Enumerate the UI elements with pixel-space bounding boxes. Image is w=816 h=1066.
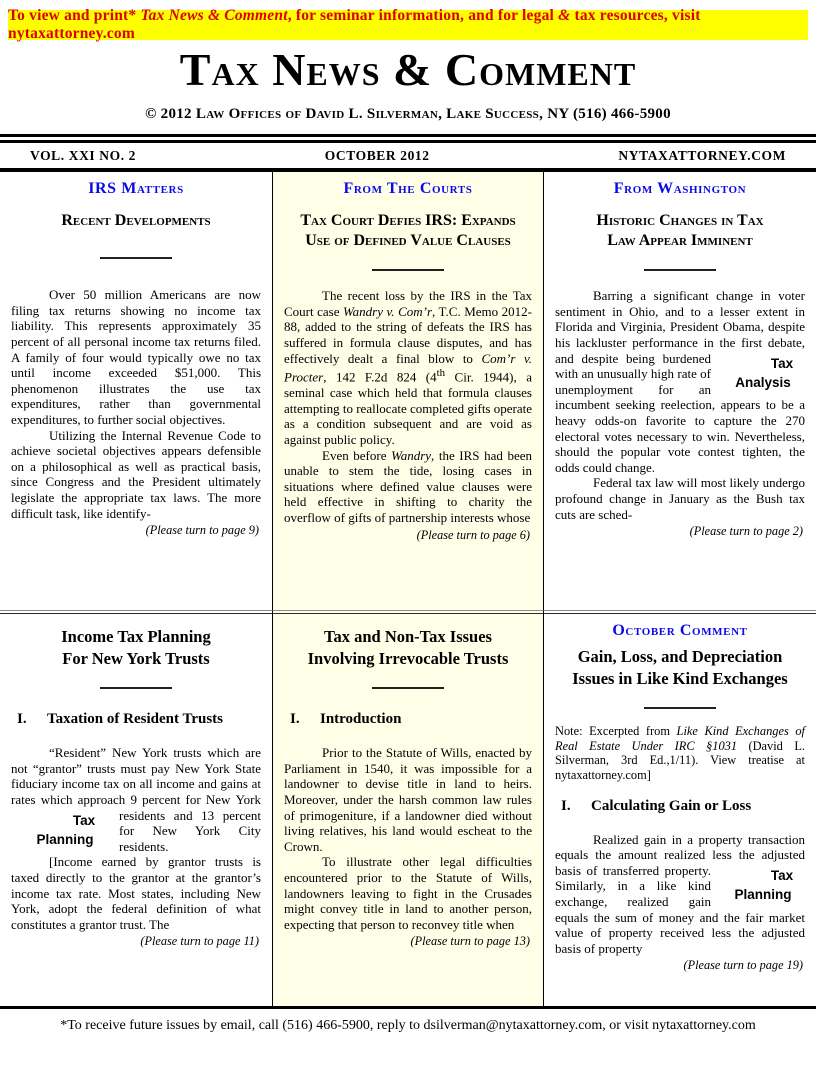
article-paragraph: Over 50 million Americans are now filing tax returns showing no income tax liability. This represents approximately 35 percent of all personal income tax returns filed. A family of four would typically owe no tax until income exceeded $51,000. This phenomenon illustrates the use tax expenditures, rather than governmental expenditures, to further social objectives. bbox=[11, 287, 261, 428]
paragraph-text: Realized gain in a property transaction equals the amount realized less the adjusted bbox=[555, 831, 805, 863]
section-heading bbox=[17, 711, 261, 728]
article-paragraph: [Income earned by grantor trusts is taxed directly to the grantor at the grantor’s income tax rate. Most states, including New York, adopt the federal definition of what constitutes a grantor trust. The bbox=[11, 854, 261, 932]
top-banner bbox=[8, 7, 808, 42]
footer-rule bbox=[0, 1006, 816, 1009]
article-headline: Gain, Loss, and Depreciation Issues in Like Kind Exchanges bbox=[572, 647, 788, 688]
excerpt-note: Note: Excerpted from Like Kind Exchanges of Real Estate Under IRC §1031 (David L. Silverman, 3rd Ed.,1/11). View treatise at nytaxattorney.com] bbox=[555, 724, 805, 782]
article-paragraph bbox=[555, 832, 805, 957]
headline-divider bbox=[100, 687, 172, 689]
headline-divider bbox=[372, 687, 444, 689]
paragraph-text: “Resident” New York trusts which are not “grantor” trusts must pay New York State fiduciary income tax on all income and gains at rates which approach 9 percent for New bbox=[11, 745, 261, 807]
section-kicker-from-the-courts: From The Courts bbox=[343, 180, 473, 198]
article-headline: Tax Court Defies IRS: Expands Use of Defined Value Clauses bbox=[300, 212, 516, 250]
section-heading bbox=[290, 711, 532, 728]
article-irs-matters bbox=[0, 172, 272, 610]
tax-planning-pull-label: Tax Planning bbox=[734, 867, 794, 902]
article-headline: Income Tax Planning For New York Trusts bbox=[61, 627, 211, 668]
copyright-line: © 2012 Law Offices of David L. Silverman, Lake Success, NY (516) 466-5900 bbox=[145, 106, 671, 123]
section-title: Calculating Gain or Loss bbox=[591, 797, 752, 814]
section-title: Taxation of Resident Trusts bbox=[47, 711, 224, 728]
article-body bbox=[555, 832, 805, 974]
issue-date: OCTOBER 2012 bbox=[324, 147, 430, 163]
article-body bbox=[284, 288, 532, 542]
article-paragraph: To illustrate other legal difficulties encountered prior to the Statute of Wills, landowners leaving to fight in the Crusades might convey title in land to another person, expecting that person to reconvey title when bbox=[284, 854, 532, 932]
section-kicker-october-comment: October Comment bbox=[612, 622, 748, 640]
paragraph-text: York residents and 13 percent for New York City residents. bbox=[119, 791, 262, 854]
article-paragraph: The recent loss by the IRS in the Tax Court case Wandry v. Com’r, T.C. Memo 2012-88, added to the string of defeats the IRS has suffered in formula clause disputes, and has effectively dealt a final blow to Com’r v. Procter, 142 F.2d 824 (4th Cir. 1944), a seminal case which held that formula clauses attempting to reallocate completed gifts operate as a condition subsequent and are void as against public policy. bbox=[284, 288, 532, 447]
section-number: I. bbox=[17, 711, 27, 728]
continuation-note: (Please turn to page 13) bbox=[410, 934, 530, 949]
article-body bbox=[284, 745, 532, 949]
continuation-note: (Please turn to page 9) bbox=[145, 523, 259, 538]
banner-text: To view and print* Tax News & Comment, for seminar information, and for legal & tax resources, visit nytaxattorney.com bbox=[8, 7, 701, 42]
section-title: Introduction bbox=[320, 711, 402, 728]
article-from-the-courts bbox=[272, 172, 544, 610]
footer-subscription-line: *To receive future issues by email, call (516) 466-5900, reply to dsilverman@nytaxattorney.com, or visit nytaxattorney.com bbox=[60, 1018, 756, 1034]
website-text: NYTAXATTORNEY.COM bbox=[618, 147, 786, 163]
article-body bbox=[11, 745, 261, 949]
paragraph-text: basis of transferred property. Similarly, in a like kind exchange, realized gain equals the sum of money and the fair market value of property received less the adjusted basis of property bbox=[555, 862, 805, 956]
section-kicker-irs-matters: IRS Matters bbox=[88, 180, 184, 198]
article-paragraph: Federal tax law will most likely undergo profound change in January as the Bush tax cuts are sched- bbox=[555, 475, 805, 522]
section-kicker-from-washington: From Washington bbox=[613, 180, 747, 198]
section-heading bbox=[561, 798, 805, 815]
continuation-note: (Please turn to page 19) bbox=[683, 958, 803, 973]
paragraph-text: Barring a significant change in voter sentiment in Ohio, and to a lesser extent in Florida and Virginia, President Obama, despite his lackluster performance in the first debate, and despite being bbox=[555, 288, 805, 366]
section-number: I. bbox=[561, 797, 571, 814]
headline-divider bbox=[644, 707, 716, 709]
article-paragraph: Even before Wandry, the IRS had been unable to stem the tide, losing cases in situations where defined value clauses were held effective in shifting to charity the overflow of gifts of partnership interests whose bbox=[284, 447, 532, 525]
article-body bbox=[555, 288, 805, 539]
tax-planning-pull-label: Tax Planning bbox=[36, 812, 96, 847]
headline-divider bbox=[644, 269, 716, 271]
article-headline: Historic Changes in Tax Law Appear Imminent bbox=[596, 212, 764, 250]
article-body bbox=[11, 287, 261, 538]
volume-number: VOL. XXI NO. 2 bbox=[30, 147, 137, 163]
section-number: I. bbox=[290, 711, 300, 728]
continuation-note: (Please turn to page 11) bbox=[140, 934, 259, 949]
article-headline: Recent Developments bbox=[61, 212, 211, 230]
volume-bar bbox=[0, 143, 816, 168]
newsletter-title: Tax News & Comment bbox=[179, 44, 637, 95]
article-irrevocable-trusts bbox=[272, 614, 544, 1006]
tax-analysis-pull-label: Tax Analysis bbox=[735, 355, 794, 390]
paragraph-text: burdened with an unusually high rate of unemployment for an incumbent seeking reelection, appears to be a heavy odds-on favorite to capture the 270 electoral votes necessary to win. Nevertheless, should the popular vote contest tighten, the odds could change. bbox=[555, 350, 805, 475]
article-headline: Tax and Non-Tax Issues Involving Irrevocable Trusts bbox=[307, 627, 509, 668]
continuation-note: (Please turn to page 6) bbox=[416, 527, 530, 542]
article-paragraph bbox=[555, 288, 805, 475]
article-paragraph: Prior to the Statute of Wills, enacted by Parliament in 1540, it was impossible for a landowner to devise title in land to heirs. Moreover, under the harsh common law rules of primogeniture, if a landowner died without living relatives, his land would escheat to the Crown. bbox=[284, 745, 532, 854]
continuation-note: (Please turn to page 2) bbox=[689, 524, 803, 539]
headline-divider bbox=[372, 269, 444, 271]
article-october-comment bbox=[544, 614, 816, 1006]
article-grid bbox=[0, 172, 816, 1006]
headline-divider bbox=[100, 257, 172, 259]
article-from-washington bbox=[544, 172, 816, 610]
article-ny-trusts bbox=[0, 614, 272, 1006]
article-paragraph bbox=[11, 745, 261, 854]
article-paragraph: Utilizing the Internal Revenue Code to achieve societal objectives appears defensible on a philosophical as well as practical basis, since Congress and the President ultimately legislate the appropriate tax laws. The more difficult task, like identify- bbox=[11, 427, 261, 521]
double-rule-divider bbox=[0, 134, 816, 143]
